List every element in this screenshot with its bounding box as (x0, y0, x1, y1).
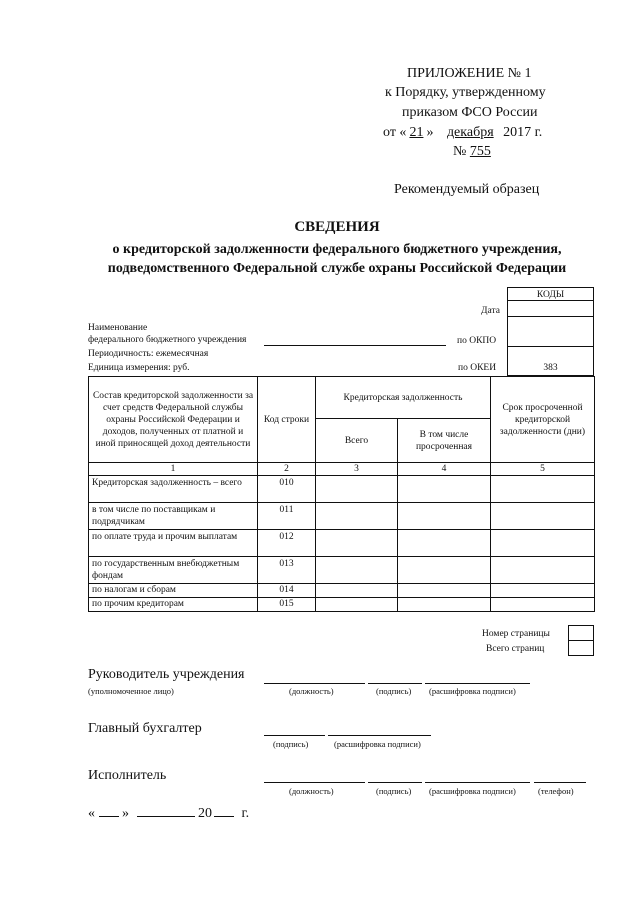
document-title: СВЕДЕНИЯ (294, 219, 380, 235)
row-label: по государственным внебюджетным фондам (89, 557, 258, 584)
col-number: 5 (491, 463, 595, 476)
okei-code-value: 383 (543, 363, 558, 373)
cell-overdue[interactable] (398, 598, 491, 612)
date-day: 21 (409, 125, 424, 140)
date-open-quote: « (88, 806, 95, 821)
col-number: 1 (89, 463, 258, 476)
codes-header: КОДЫ (536, 290, 565, 300)
document-subtitle-2: подведомственного Федеральной службе охраны Российской Федерации (107, 261, 567, 276)
executor-decoding-caption: (расшифровка подписи) (429, 786, 516, 796)
head-signature-caption: (подпись) (376, 686, 412, 696)
cell-total[interactable] (316, 503, 398, 530)
appendix-order-by: приказом ФСО России (402, 105, 538, 120)
appendix-to-order: к Порядку, утвержденному (385, 85, 546, 100)
accountant-label: Главный бухгалтер (88, 721, 202, 736)
executor-position-caption: (должность) (289, 786, 334, 796)
date-suffix: г. (241, 806, 250, 821)
col-header-composition: Состав кредиторской задолженности за счет средств Федеральной службы охраны Российской Федерации и доходов, полученных от платной и иной приносящей доход деятельности (89, 377, 258, 463)
date-year: 2017 г. (503, 125, 543, 140)
row-code: 015 (258, 598, 316, 612)
head-signature-field[interactable] (368, 683, 422, 684)
cell-total[interactable] (316, 598, 398, 612)
page-number-label: Номер страницы (482, 629, 550, 639)
signature-date (88, 804, 249, 822)
cell-term[interactable] (491, 476, 595, 503)
cell-total[interactable] (316, 557, 398, 584)
org-name-label-2: федерального бюджетного учреждения (88, 335, 247, 345)
recommended-sample: Рекомендуемый образец (394, 182, 540, 197)
cell-term[interactable] (491, 503, 595, 530)
head-decoding-field[interactable] (425, 683, 530, 684)
appendix-number (453, 142, 491, 161)
date-day-field[interactable] (99, 804, 119, 817)
row-code: 014 (258, 584, 316, 598)
date-prefix: от « (383, 125, 407, 140)
cell-overdue[interactable] (398, 476, 491, 503)
total-pages-field[interactable] (568, 640, 594, 656)
executor-phone-caption: (телефон) (538, 786, 574, 796)
col-number: 4 (398, 463, 491, 476)
row-label: в том числе по поставщикам и подрядчикам (89, 503, 258, 530)
okpo-label: по ОКПО (457, 336, 497, 346)
debt-table (88, 376, 595, 612)
executor-phone-field[interactable] (534, 782, 586, 783)
date-century: 20 (198, 806, 212, 821)
cell-total[interactable] (316, 530, 398, 557)
date-label: Дата (481, 306, 500, 316)
row-label: по налогам и сборам (89, 584, 258, 598)
row-code: 010 (258, 476, 316, 503)
appendix-title: ПРИЛОЖЕНИЕ № 1 (407, 66, 532, 81)
table-row (89, 584, 595, 598)
date-month-field[interactable] (137, 804, 195, 817)
table-row (89, 503, 595, 530)
row-label: по оплате труда и прочим выплатам (89, 530, 258, 557)
cell-term[interactable] (491, 584, 595, 598)
accountant-decoding-caption: (расшифровка подписи) (334, 739, 421, 749)
document-subtitle-1: о кредиторской задолженности федерального бюджетного учреждения, (112, 242, 562, 257)
executor-decoding-field[interactable] (425, 782, 530, 783)
cell-overdue[interactable] (398, 584, 491, 598)
col-header-debt-group: Кредиторская задолженность (316, 377, 491, 419)
org-name-label-1: Наименование (88, 323, 148, 333)
cell-overdue[interactable] (398, 503, 491, 530)
cell-overdue[interactable] (398, 530, 491, 557)
table-row (89, 476, 595, 503)
row-label: Кредиторская задолженность – всего (89, 476, 258, 503)
number-value: 755 (469, 144, 491, 159)
col-header-overdue-term: Срок просроченной кредиторской задолженности (дни) (491, 377, 595, 463)
head-label: Руководитель учреждения (88, 667, 245, 682)
okei-label: по ОКЕИ (458, 363, 497, 373)
page-number-field[interactable] (568, 625, 594, 641)
accountant-signature-field[interactable] (264, 735, 325, 736)
executor-signature-caption: (подпись) (376, 786, 412, 796)
unit-of-measure: Единица измерения: руб. (88, 363, 190, 373)
cell-total[interactable] (316, 584, 398, 598)
table-row (89, 530, 595, 557)
date-code-cell[interactable] (507, 301, 594, 317)
date-month: декабря (446, 125, 494, 140)
col-header-total: Всего (316, 419, 398, 463)
periodicity: Периодичность: ежемесячная (88, 349, 209, 359)
number-prefix: № (453, 144, 467, 159)
executor-position-field[interactable] (264, 782, 365, 783)
executor-signature-field[interactable] (368, 782, 422, 783)
date-close-quote: » (122, 806, 129, 821)
accountant-decoding-field[interactable] (328, 735, 431, 736)
row-label: по прочим кредиторам (89, 598, 258, 612)
head-position-field[interactable] (264, 683, 365, 684)
date-mid: » (426, 125, 434, 140)
org-name-field[interactable] (264, 345, 446, 346)
head-position-caption: (должность) (289, 686, 334, 696)
col-header-code: Код строки (258, 377, 316, 463)
col-number: 2 (258, 463, 316, 476)
appendix-date (383, 123, 542, 142)
cell-term[interactable] (491, 557, 595, 584)
total-pages-label: Всего страниц (486, 644, 545, 654)
cell-total[interactable] (316, 476, 398, 503)
col-number: 3 (316, 463, 398, 476)
row-code: 013 (258, 557, 316, 584)
date-year-field[interactable] (214, 804, 234, 817)
head-decoding-caption: (расшифровка подписи) (429, 686, 516, 696)
okpo-code-cell[interactable] (507, 317, 594, 347)
head-sublabel: (уполномоченное лицо) (88, 686, 174, 696)
row-code: 011 (258, 503, 316, 530)
cell-overdue[interactable] (398, 557, 491, 584)
executor-label: Исполнитель (88, 768, 167, 783)
table-row (89, 557, 595, 584)
accountant-signature-caption: (подпись) (273, 739, 309, 749)
cell-term[interactable] (491, 530, 595, 557)
cell-term[interactable] (491, 598, 595, 612)
row-code: 012 (258, 530, 316, 557)
col-header-overdue: В том числе просроченная (398, 419, 491, 463)
table-row (89, 598, 595, 612)
